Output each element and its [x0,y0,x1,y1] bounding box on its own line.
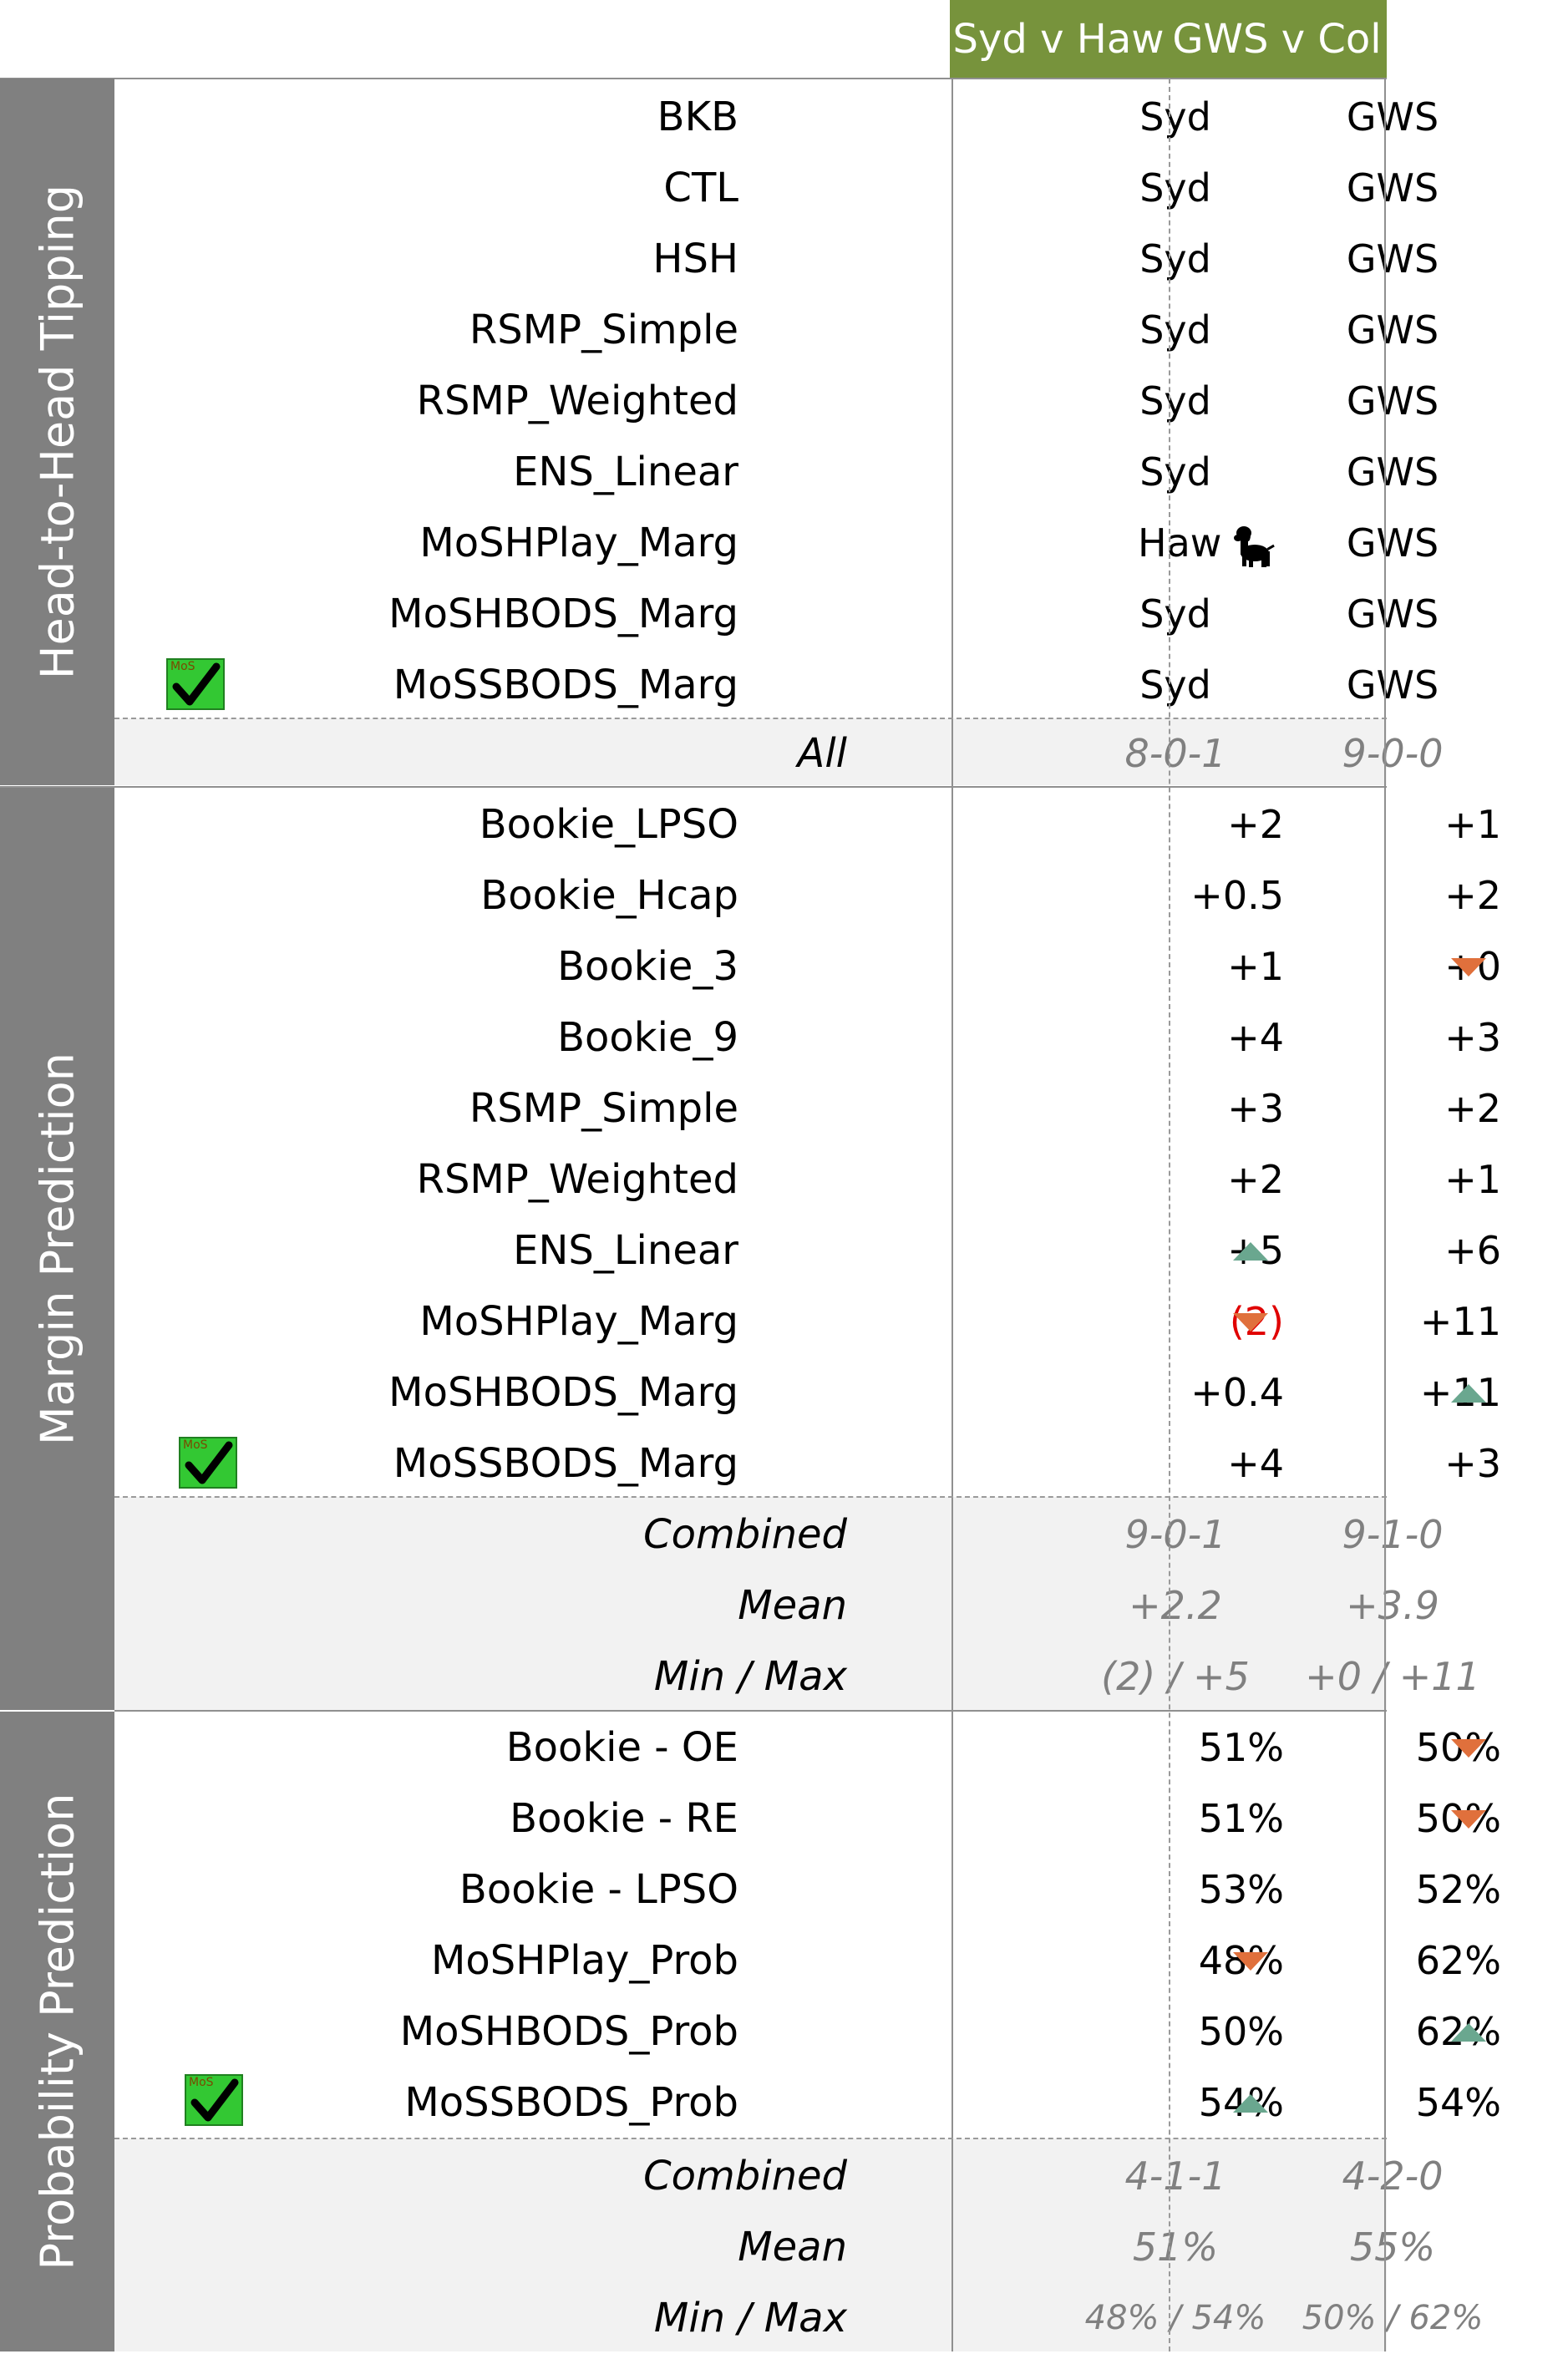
cell-gws-v-col: +2 [1444,873,1501,918]
table-row [114,1854,1501,1925]
cell-syd-v-haw: +2 [1227,1157,1284,1202]
cell-syd-v-haw: Syd [1139,236,1211,282]
column-header-gws-v-col: GWS v Col [1167,0,1387,78]
row-name: Bookie_Hcap [480,872,738,919]
cell-syd-v-haw: +0.5 [1190,873,1284,918]
down-arrow-icon [1233,1313,1268,1332]
cell-value: 50% [1415,1725,1501,1770]
table-right-border [1384,79,1386,2351]
cell-gws-v-col: +1 [1444,802,1501,847]
cell-value-negative: (2) [1229,1299,1284,1344]
table-row [114,1002,1501,1073]
tipping-summary-divider [114,718,1387,719]
cell-syd-v-haw: +3 [1227,1086,1284,1131]
section-label-tipping [0,79,114,785]
summary-name: Mean [738,2224,847,2270]
table-row [114,437,1439,508]
cell-syd-v-haw: +1 [1227,944,1284,989]
summary-name: Combined [643,1511,847,1558]
table-row [114,579,1439,650]
column-divider-dashed [1169,79,1170,2351]
row-name: MoSHBODS_Marg [388,1369,738,1416]
row-name: ENS_Linear [513,1227,738,1274]
summary-gws-v-col: 9-1-0 [1342,1512,1444,1557]
row-name: Bookie_3 [557,943,738,990]
table-row [114,1357,1501,1428]
table-row [114,153,1439,224]
cell-value: 48% [1198,1938,1284,1983]
table-row [114,1428,1501,1499]
row-name: MoSSBODS_Prob [404,2079,738,2126]
table-row [114,224,1439,295]
cell-value: +5 [1227,1228,1284,1273]
summary-gws-v-col: 4-2-0 [1342,2154,1444,2199]
section-divider [0,786,1387,788]
cell-gws-v-col [1284,1783,1568,1854]
summary-gws-v-col: 55% [1349,2225,1436,2270]
table-row [114,82,1439,153]
table-row [114,1215,1501,1286]
section-divider [114,1710,1387,1712]
cell-syd-v-haw: 51% [1198,1796,1284,1841]
row-name: MoSSBODS_Marg [393,662,738,708]
cell-gws-v-col: +2 [1444,1086,1501,1131]
row-name: RSMP_Weighted [416,378,738,424]
mos-check-badge-icon: MoS [179,1437,237,1489]
mos-check-badge-icon: MoS [185,2074,243,2126]
table-row [114,860,1501,931]
cell-gws-v-col: 62% [1415,1938,1501,1983]
column-header-syd-v-haw: Syd v Haw [950,0,1167,78]
down-arrow-icon [1451,958,1486,977]
dog-icon [1230,520,1280,570]
summary-row [114,2212,1436,2283]
row-name: MoSHPlay_Marg [419,1298,738,1345]
summary-syd-v-haw: (2) / +5 [1101,1654,1250,1699]
summary-row [114,1570,1439,1641]
summary-row [114,1499,1444,1570]
row-name: MoSHBODS_Marg [388,591,738,637]
cell-syd-v-haw: 51% [1198,1725,1284,1770]
summary-syd-v-haw: 4-1-1 [1124,2154,1226,2199]
summary-gws-v-col: 50% / 62% [1302,2299,1484,2337]
cell-gws-v-col: GWS [1346,378,1439,424]
summary-syd-v-haw: 48% / 54% [1084,2299,1266,2337]
cell-value: 62% [1415,2009,1501,2054]
summary-name: Combined [643,2153,847,2199]
probability-summary-divider [114,2138,1387,2139]
table-row [114,1073,1501,1144]
row-name: MoSHPlay_Prob [430,1937,738,1984]
table-row [114,650,1439,721]
table-row [114,295,1439,366]
cell-syd-v-haw: Haw [1138,520,1222,566]
cell-gws-v-col: +3 [1444,1015,1501,1060]
summary-name: Mean [738,1582,847,1629]
cell-syd-v-haw: 53% [1198,1867,1284,1912]
cell-syd-v-haw: +0.4 [1190,1370,1284,1415]
summary-syd-v-haw: 51% [1132,2225,1219,2270]
cell-syd-v-haw: Syd [1139,449,1211,495]
table-row [114,1286,1501,1357]
cell-syd-v-haw: Syd [1139,591,1211,637]
header-bottom-border [0,78,1387,79]
section-label-margin [0,787,114,1710]
row-name: BKB [657,94,738,140]
summary-row [114,1641,1480,1712]
table-row [114,1996,1501,2067]
summary-name: Min / Max [653,1653,847,1700]
margin-summary-divider [114,1496,1387,1498]
row-name: MoSHPlay_Marg [419,520,738,566]
cell-gws-v-col: +3 [1444,1441,1501,1486]
cell-value: +11 [1419,1370,1501,1415]
row-name: HSH [652,236,738,282]
cell-gws-v-col [1284,1357,1568,1428]
cell-gws-v-col [1284,931,1568,1002]
section-label-margin-text: Margin Prediction [31,1052,84,1445]
cell-gws-v-col: +1 [1444,1157,1501,1202]
table-row [114,2067,1501,2138]
cell-value: +0 [1444,944,1501,989]
down-arrow-icon [1233,1952,1268,1971]
summary-gws-v-col: +0 / +11 [1305,1654,1480,1699]
summary-syd-v-haw: 8-0-1 [1124,731,1226,776]
summary-name: All [797,730,847,777]
row-name: MoSSBODS_Marg [393,1440,738,1487]
row-name: RSMP_Weighted [416,1156,738,1203]
cell-gws-v-col: +6 [1444,1228,1501,1273]
table-row [114,931,1501,1002]
mos-check-badge-icon: MoS [166,658,225,710]
table-row [114,789,1501,860]
down-arrow-icon [1451,1739,1486,1758]
row-name: CTL [663,165,738,211]
summary-gws-v-col: 9-0-0 [1342,731,1444,776]
cell-syd-v-haw: Syd [1139,662,1211,708]
cell-value: 50% [1415,1796,1501,1841]
cell-gws-v-col: GWS [1346,662,1439,708]
table-row [114,1925,1501,1996]
cell-syd-v-haw: 50% [1198,2009,1284,2054]
cell-gws-v-col: GWS [1346,94,1439,140]
up-arrow-icon [1451,2023,1486,2042]
row-name: RSMP_Simple [469,1085,738,1132]
cell-syd-v-haw: +4 [1227,1015,1284,1060]
row-name: Bookie_9 [557,1014,738,1061]
row-name: Bookie - RE [510,1795,738,1842]
cell-gws-v-col: GWS [1346,449,1439,495]
section-label-tipping-text: Head-to-Head Tipping [31,184,84,680]
row-name: MoSHBODS_Prob [399,2008,738,2055]
summary-syd-v-haw: +2.2 [1129,1583,1222,1628]
up-arrow-icon [1233,2094,1268,2113]
cell-gws-v-col: GWS [1346,165,1439,211]
down-arrow-icon [1451,1810,1486,1829]
row-name: RSMP_Simple [469,307,738,353]
cell-gws-v-col: GWS [1346,236,1439,282]
table-row [114,1783,1501,1854]
table-row [114,1144,1501,1215]
table-row [114,508,1439,579]
cell-gws-v-col: GWS [1346,591,1439,637]
row-name: Bookie - OE [505,1724,738,1771]
row-name: ENS_Linear [513,449,738,495]
cell-gws-v-col: GWS [1346,520,1439,566]
cell-gws-v-col: 54% [1415,2080,1501,2125]
section-label-probability [0,1712,114,2351]
section-label-probability-text: Probability Prediction [31,1793,84,2270]
summary-syd-v-haw: 9-0-1 [1124,1512,1226,1557]
table-row [114,1712,1501,1783]
row-name: Bookie - LPSO [459,1866,738,1913]
cell-gws-v-col: GWS [1346,307,1439,353]
column-divider [951,79,953,2351]
cell-gws-v-col [1284,1996,1568,2067]
row-name: Bookie_LPSO [479,801,738,848]
cell-gws-v-col: 52% [1415,1867,1501,1912]
summary-row [114,2283,1484,2354]
summary-name: Min / Max [653,2295,847,2341]
cell-syd-v-haw: +4 [1227,1441,1284,1486]
cell-gws-v-col: +11 [1419,1299,1501,1344]
summary-row [114,718,1444,789]
table-row [114,366,1439,437]
summary-row [114,2141,1444,2212]
up-arrow-icon [1451,1384,1486,1403]
cell-syd-v-haw: +2 [1227,802,1284,847]
cell-gws-v-col [1284,1712,1568,1783]
cell-syd-v-haw: Syd [1139,378,1211,424]
cell-syd-v-haw: Syd [1139,307,1211,353]
cell-value: 54% [1198,2080,1284,2125]
cell-syd-v-haw: Syd [1139,94,1211,140]
cell-syd-v-haw: Syd [1139,165,1211,211]
summary-gws-v-col: +3.9 [1346,1583,1439,1628]
up-arrow-icon [1233,1242,1268,1261]
